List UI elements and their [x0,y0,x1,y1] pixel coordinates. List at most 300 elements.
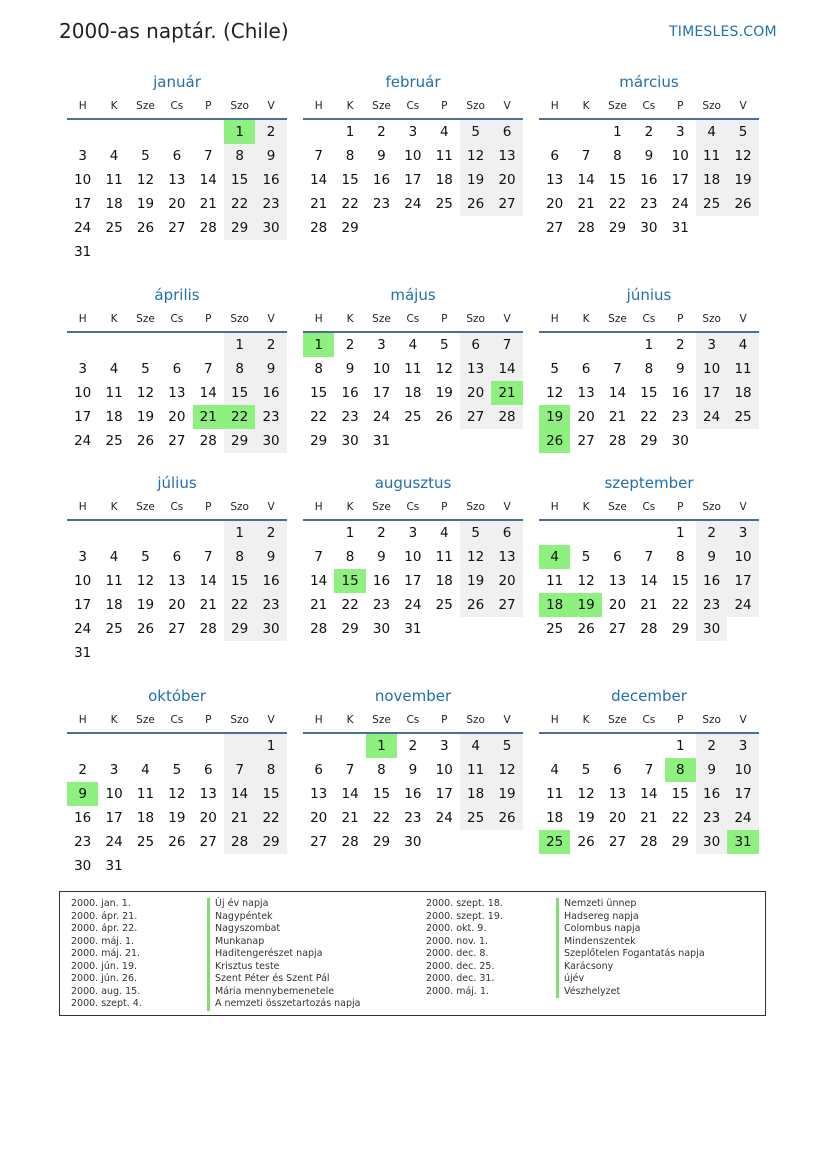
legend-left-names [207,898,361,1011]
day-cell: 21 [491,381,522,405]
day-cell: 11 [435,148,453,164]
empty-day-cell [161,854,192,878]
day-cell: 11 [136,786,155,802]
brand-link[interactable]: TIMESLES.COM [669,24,777,40]
day-cell: 30 [255,617,286,641]
day-cell: 14 [341,786,359,802]
day-cell: 1 [345,124,355,140]
weekday-label: P [677,714,684,726]
day-cell: 24 [727,593,758,617]
day-cell: 22 [255,806,286,830]
day-cell: 5 [141,361,150,377]
day-cell: 30 [255,429,286,453]
day-cell: 29 [224,429,255,453]
day-cell: 31 [74,244,92,260]
day-cell: 19 [570,593,601,617]
month-block [539,283,759,453]
empty-day-cell [224,641,255,665]
weekday-label: H [314,100,323,112]
month-name: július [157,474,197,492]
empty-day-cell [570,120,601,144]
weekday-label: V [739,100,747,112]
day-cell: 14 [310,172,328,188]
weekday-label: Cs [642,100,656,112]
weekday-label: Cs [170,100,184,112]
day-cell: 10 [372,361,391,377]
day-cell: 26 [577,834,595,850]
day-cell: 26 [491,806,522,830]
day-cell: 20 [577,409,595,425]
legend-date: 2000. aug. 15. [71,985,141,997]
day-cell: 31 [727,830,758,854]
day-cell: 14 [640,573,658,589]
day-cell: 12 [136,172,155,188]
day-cell: 22 [341,196,359,212]
day-cell: 25 [404,409,422,425]
day-cell: 25 [435,196,453,212]
day-cell: 6 [172,361,182,377]
day-cell: 18 [435,573,453,589]
empty-day-cell [539,333,570,357]
day-cell: 29 [341,220,359,236]
day-grid [67,521,287,665]
day-cell: 15 [671,573,689,589]
day-cell: 24 [74,621,92,637]
weekday-label: P [205,714,212,726]
day-cell: 6 [491,521,522,545]
month-name: november [374,687,452,705]
empty-day-cell [602,734,633,758]
empty-day-cell [696,429,727,453]
day-cell: 28 [224,830,255,854]
day-cell: 4 [460,734,491,758]
day-cell: 9 [377,549,386,565]
month-block [67,283,287,453]
empty-day-cell [602,333,633,357]
weekday-label: Szo [230,714,249,726]
weekday-label: H [550,501,559,513]
day-cell: 7 [345,762,355,778]
day-cell: 26 [136,433,155,449]
day-cell: 1 [675,525,685,541]
month-block [303,471,523,641]
day-cell: 18 [546,810,564,826]
day-cell: 3 [78,361,87,377]
day-cell: 28 [310,220,328,236]
empty-day-cell [130,120,161,144]
weekday-label: V [739,501,747,513]
day-cell: 30 [404,834,422,850]
empty-day-cell [255,240,286,264]
day-cell: 14 [310,573,328,589]
day-cell: 20 [608,597,627,613]
empty-day-cell [193,120,224,144]
day-cell: 23 [640,196,658,212]
empty-day-cell [67,521,98,545]
legend-date: 2000. máj. 1. [426,985,490,997]
empty-day-cell [130,521,161,545]
day-cell: 13 [491,545,522,569]
legend-holiday-name: Nagypéntek [207,911,361,924]
legend-left-dates [71,898,142,1011]
empty-day-cell [539,521,570,545]
month-name: március [619,73,679,91]
day-cell: 1 [613,124,622,140]
empty-day-cell [602,521,633,545]
day-cell: 10 [671,148,689,164]
weekday-label: V [267,313,275,325]
day-cell: 19 [435,385,453,401]
day-cell: 21 [199,196,217,212]
weekday-label: Sze [608,501,627,513]
weekday-label: K [582,501,590,513]
weekday-label: Cs [406,501,420,513]
day-cell: 19 [539,405,570,429]
day-cell: 7 [203,148,213,164]
day-cell: 21 [193,405,224,429]
empty-day-cell [67,734,98,758]
empty-day-cell [98,120,129,144]
day-cell: 10 [74,172,92,188]
day-cell: 1 [224,120,255,144]
empty-day-cell [130,333,161,357]
day-cell: 3 [377,337,386,353]
day-grid [67,734,287,878]
day-cell: 16 [696,569,727,593]
empty-day-cell [397,216,428,240]
day-cell: 4 [539,545,570,569]
day-cell: 9 [408,762,418,778]
month-name: december [611,687,687,705]
page-title: 2000-as naptár. (Chile) [59,19,289,43]
day-cell: 22 [224,192,255,216]
empty-day-cell [491,830,522,854]
day-cell: 23 [341,409,359,425]
legend-date: 2000. jún. 19. [71,960,138,972]
day-cell: 24 [435,810,453,826]
day-cell: 7 [203,361,213,377]
day-cell: 17 [74,409,92,425]
day-cell: 7 [581,148,591,164]
day-cell: 7 [224,758,255,782]
day-cell: 12 [577,573,595,589]
weekday-label: V [503,313,511,325]
month-name: április [154,286,200,304]
day-cell: 19 [460,168,491,192]
legend-date: 2000. okt. 9. [426,923,487,934]
day-cell: 10 [727,545,758,569]
day-cell: 1 [224,521,255,545]
day-cell: 7 [314,549,323,565]
day-cell: 12 [435,361,453,377]
empty-day-cell [539,120,570,144]
day-cell: 18 [539,593,570,617]
day-cell: 8 [224,357,255,381]
empty-day-cell [696,216,727,240]
day-cell: 15 [372,786,391,802]
day-cell: 27 [491,593,522,617]
day-cell: 15 [224,168,255,192]
legend-holiday-name: Hadsereg napja [556,911,705,924]
weekday-label: Cs [406,100,420,112]
day-cell: 16 [74,810,92,826]
day-cell: 8 [377,762,386,778]
day-cell: 18 [404,385,422,401]
weekday-label: H [78,313,87,325]
weekday-label: K [582,313,590,325]
day-cell: 3 [78,148,87,164]
day-cell: 3 [675,124,685,140]
day-cell: 10 [435,762,453,778]
day-cell: 16 [372,172,391,188]
day-cell: 6 [314,762,323,778]
day-cell: 18 [696,168,727,192]
day-cell: 30 [341,433,359,449]
day-cell: 15 [224,569,255,593]
day-cell: 11 [105,172,123,188]
day-cell: 19 [168,810,186,826]
day-cell: 5 [491,734,522,758]
day-cell: 9 [696,545,727,569]
month-name: október [148,687,206,705]
month-name: június [626,286,672,304]
empty-day-cell [161,734,192,758]
weekday-label: H [314,313,323,325]
day-cell: 2 [255,521,286,545]
day-cell: 24 [404,597,422,613]
weekday-label: H [78,714,87,726]
day-cell: 16 [255,168,286,192]
day-cell: 21 [310,196,328,212]
day-cell: 6 [550,148,559,164]
day-cell: 14 [608,385,627,401]
day-cell: 29 [255,830,286,854]
legend-date: 2000. máj. 1. [71,935,135,947]
day-grid [539,521,759,641]
day-cell: 12 [168,786,186,802]
day-cell: 19 [136,409,155,425]
weekday-label: Cs [170,313,184,325]
weekday-label: V [267,714,275,726]
day-cell: 16 [671,385,689,401]
weekday-label: K [346,501,354,513]
day-cell: 9 [255,545,286,569]
legend-holiday-name: Mária mennybemenetele [207,986,361,999]
day-cell: 27 [546,220,564,236]
day-cell: 7 [203,549,213,565]
day-cell: 5 [460,521,491,545]
day-grid [67,333,287,453]
day-cell: 27 [460,405,491,429]
day-cell: 4 [439,124,449,140]
day-cell: 17 [404,172,422,188]
day-cell: 25 [727,405,758,429]
day-cell: 12 [577,786,595,802]
legend-holiday-name: Új év napja [207,898,361,911]
day-cell: 17 [435,786,453,802]
legend-holiday-name: Krisztus teste [207,961,361,974]
legend-date: 2000. szept. 19. [426,910,503,922]
legend-holiday-name: Szent Péter és Szent Pál [207,973,361,986]
weekday-label: P [205,100,212,112]
day-cell: 24 [696,405,727,429]
day-cell: 5 [581,762,591,778]
day-cell: 17 [727,569,758,593]
day-cell: 28 [640,834,658,850]
day-cell: 10 [727,758,758,782]
month-block [67,70,287,264]
day-cell: 28 [199,220,217,236]
weekday-label: Sze [608,714,627,726]
day-cell: 23 [255,405,286,429]
weekday-label: H [78,100,87,112]
day-cell: 31 [372,433,391,449]
day-cell: 2 [345,337,355,353]
day-cell: 30 [255,216,286,240]
empty-day-cell [491,216,522,240]
day-cell: 22 [608,196,627,212]
day-cell: 27 [577,433,595,449]
day-cell: 4 [696,120,727,144]
empty-day-cell [429,617,460,641]
day-cell: 26 [435,409,453,425]
day-cell: 21 [341,810,359,826]
weekday-label: H [550,313,559,325]
day-cell: 5 [550,361,559,377]
day-cell: 26 [577,621,595,637]
day-cell: 7 [644,762,654,778]
day-cell: 30 [74,858,92,874]
day-cell: 21 [577,196,595,212]
holiday-legend [59,891,766,1016]
day-cell: 26 [460,192,491,216]
month-name: február [385,73,441,91]
day-cell: 11 [404,361,422,377]
weekday-label: Szo [466,313,485,325]
day-cell: 18 [460,782,491,806]
day-cell: 23 [404,810,422,826]
weekday-header [303,307,523,333]
day-cell: 2 [255,120,286,144]
day-cell: 5 [172,762,182,778]
weekday-label: V [739,313,747,325]
day-cell: 14 [640,786,658,802]
day-cell: 1 [675,738,685,754]
day-cell: 25 [696,192,727,216]
day-cell: 21 [608,409,627,425]
day-grid [539,734,759,854]
day-cell: 28 [491,405,522,429]
day-cell: 11 [460,758,491,782]
weekday-header [67,495,287,521]
day-cell: 20 [168,597,186,613]
empty-day-cell [130,240,161,264]
day-cell: 15 [310,385,328,401]
weekday-label: Sze [608,100,627,112]
day-cell: 25 [105,433,123,449]
weekday-label: Szo [230,313,249,325]
day-cell: 22 [310,409,328,425]
legend-right-names [556,898,705,998]
day-cell: 24 [74,220,92,236]
day-cell: 6 [613,762,622,778]
day-cell: 30 [372,621,391,637]
day-cell: 21 [640,597,658,613]
day-cell: 20 [168,409,186,425]
day-cell: 5 [460,120,491,144]
day-grid [303,120,523,240]
day-grid [303,521,523,641]
day-cell: 1 [644,337,654,353]
day-grid [539,120,759,240]
day-cell: 12 [546,385,564,401]
empty-day-cell [727,617,758,641]
weekday-label: Szo [466,714,485,726]
day-cell: 7 [613,361,622,377]
day-cell: 9 [255,144,286,168]
day-cell: 15 [640,385,658,401]
day-cell: 8 [675,549,685,565]
day-cell: 25 [460,806,491,830]
day-cell: 20 [168,196,186,212]
month-block [67,471,287,665]
empty-day-cell [460,830,491,854]
day-cell: 3 [727,734,758,758]
day-cell: 15 [255,782,286,806]
day-cell: 13 [168,172,186,188]
day-cell: 19 [136,597,155,613]
day-grid [303,734,523,854]
day-cell: 10 [404,549,422,565]
day-cell: 18 [727,381,758,405]
day-cell: 9 [345,361,355,377]
day-cell: 14 [199,573,217,589]
weekday-header [539,708,759,734]
day-cell: 7 [644,549,654,565]
weekday-label: P [441,313,448,325]
empty-day-cell [161,641,192,665]
day-cell: 6 [581,361,591,377]
day-cell: 6 [172,148,182,164]
weekday-label: V [267,501,275,513]
day-cell: 29 [671,834,689,850]
empty-day-cell [130,641,161,665]
weekday-header [67,708,287,734]
day-cell: 25 [546,621,564,637]
day-cell: 25 [105,220,123,236]
day-cell: 26 [539,429,570,453]
weekday-label: K [110,501,118,513]
day-cell: 25 [539,830,570,854]
weekday-label: Sze [136,714,155,726]
day-cell: 3 [408,124,418,140]
day-grid [67,120,287,264]
month-block [539,70,759,240]
day-cell: 21 [199,597,217,613]
weekday-label: Sze [372,501,391,513]
day-cell: 29 [341,621,359,637]
weekday-label: V [503,100,511,112]
day-cell: 31 [404,621,422,637]
day-cell: 10 [105,786,123,802]
day-cell: 4 [109,148,119,164]
day-cell: 28 [199,433,217,449]
month-block [303,283,523,453]
day-grid [539,333,759,453]
weekday-header [67,307,287,333]
weekday-label: P [441,501,448,513]
day-cell: 29 [671,621,689,637]
